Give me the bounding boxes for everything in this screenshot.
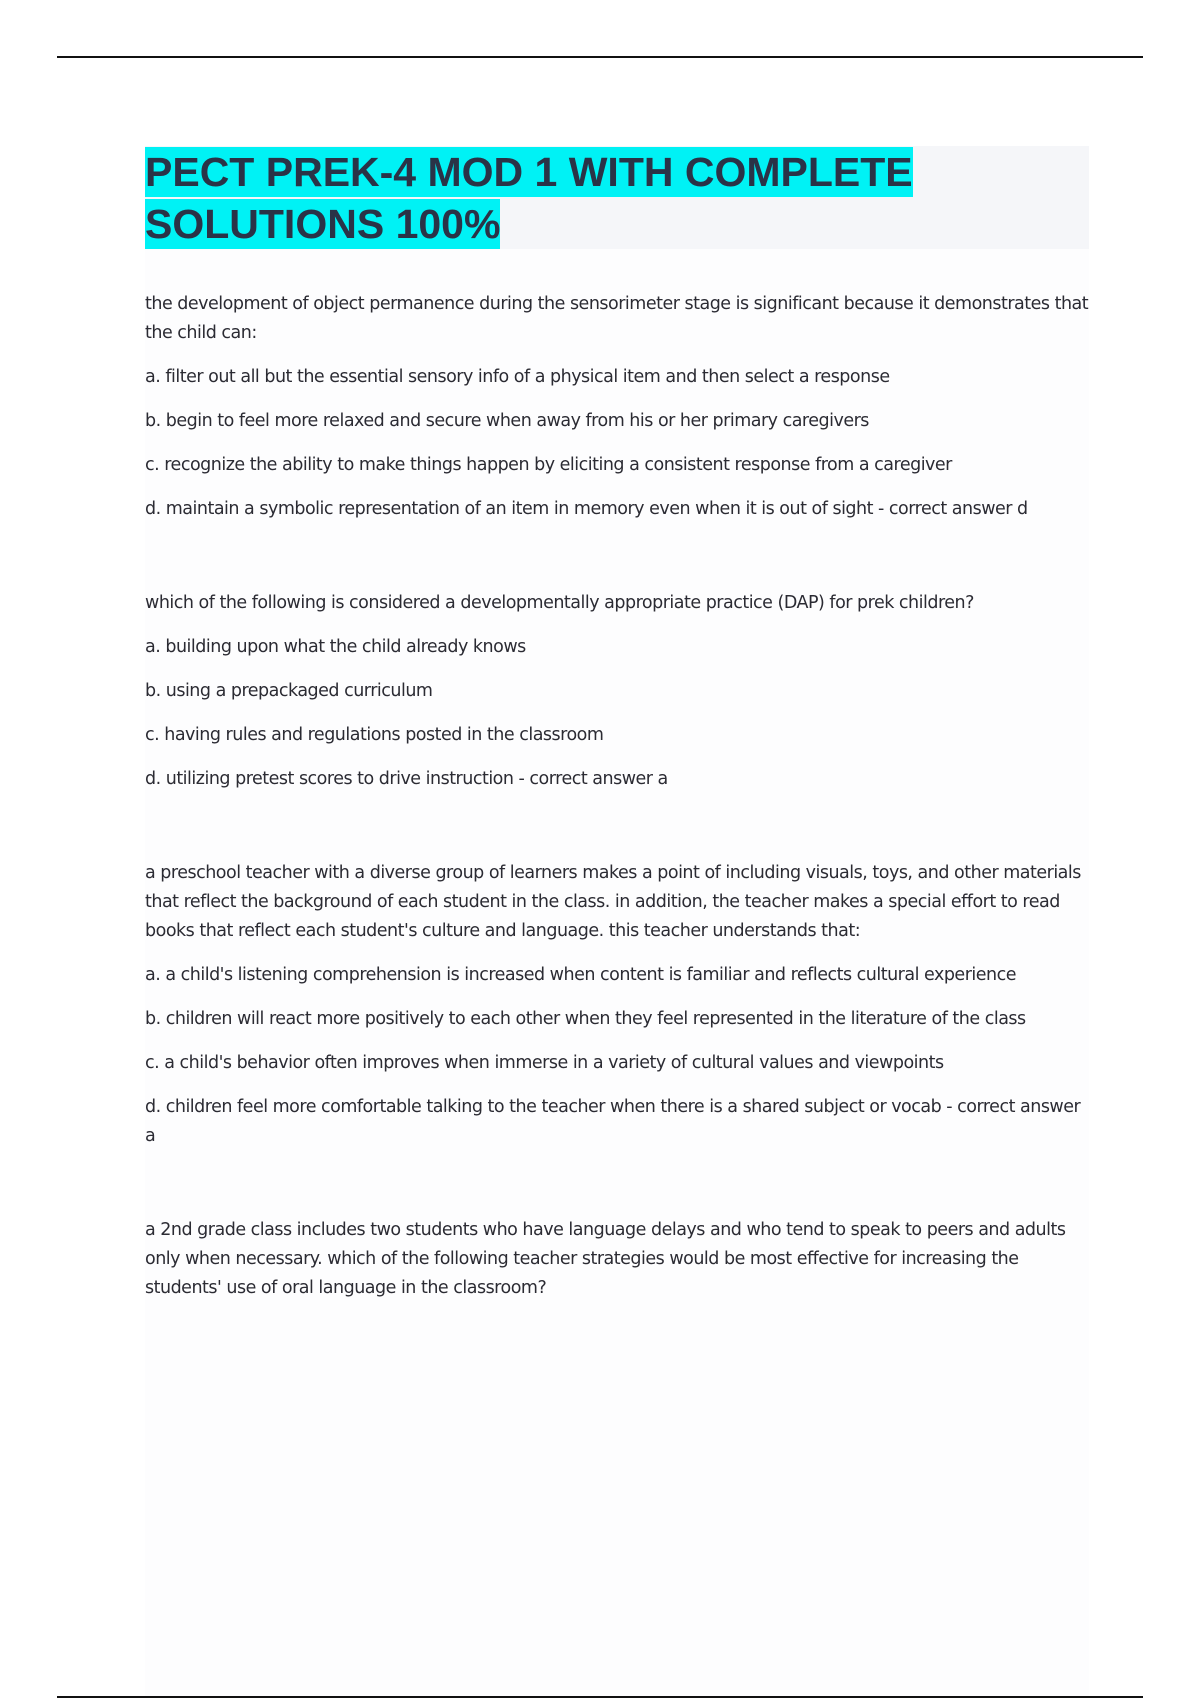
section-spacer (145, 1166, 1090, 1216)
question-3 (145, 859, 1090, 1151)
answer-option: c. having rules and regulations posted in the classroom (145, 725, 604, 745)
answer-option: d. maintain a symbolic representation of an item in memory even when it is out of sight - correct answer d (145, 499, 1028, 519)
answer-option: c. recognize the ability to make things happen by eliciting a consistent response from a caregiver (145, 455, 952, 475)
bottom-rule (57, 1696, 1143, 1698)
top-rule (57, 56, 1143, 58)
answer-option: a. a child's listening comprehension is increased when content is familiar and reflects cultural experience (145, 965, 1016, 985)
answer-option: b. children will react more positively to each other when they feel represented in the literature of the class (145, 1009, 1026, 1029)
answer-option: b. begin to feel more relaxed and secure when away from his or her primary caregivers (145, 411, 869, 431)
answer-option: a. building upon what the child already knows (145, 637, 526, 657)
section-spacer (145, 809, 1090, 859)
question-stem: a preschool teacher with a diverse group of learners makes a point of including visuals, toys, and other materials that reflect the background of each student in the class. in addition, the teacher makes a special effort to read books that reflect each student's culture and language. this teacher understands that: (145, 863, 1081, 941)
answer-option: a. filter out all but the essential sensory info of a physical item and then select a response (145, 367, 890, 387)
question-4 (145, 1216, 1090, 1303)
section-spacer (145, 539, 1090, 589)
document-body (145, 290, 1090, 1318)
question-stem: a 2nd grade class includes two students who have language delays and who tend to speak to peers and adults only when necessary. which of the following teacher strategies would be most effective for increasing the students' use of oral language in the classroom? (145, 1220, 1066, 1298)
title-line-2: SOLUTIONS 100% (145, 201, 501, 247)
answer-option: b. using a prepackaged curriculum (145, 681, 433, 701)
page-title (145, 146, 1089, 250)
answer-option: c. a child's behavior often improves when immerse in a variety of cultural values and viewpoints (145, 1053, 944, 1073)
question-1 (145, 290, 1090, 524)
title-block (145, 146, 1089, 249)
question-2 (145, 589, 1090, 794)
title-line-1: PECT PREK-4 MOD 1 WITH COMPLETE (145, 149, 913, 195)
answer-option: d. children feel more comfortable talking to the teacher when there is a shared subject or vocab - correct answer a (145, 1097, 1081, 1146)
question-stem: the development of object permanence during the sensorimeter stage is significant because it demonstrates that the child can: (145, 294, 1089, 343)
answer-option: d. utilizing pretest scores to drive instruction - correct answer a (145, 769, 668, 789)
question-stem: which of the following is considered a developmentally appropriate practice (DAP) for prek children? (145, 593, 974, 613)
